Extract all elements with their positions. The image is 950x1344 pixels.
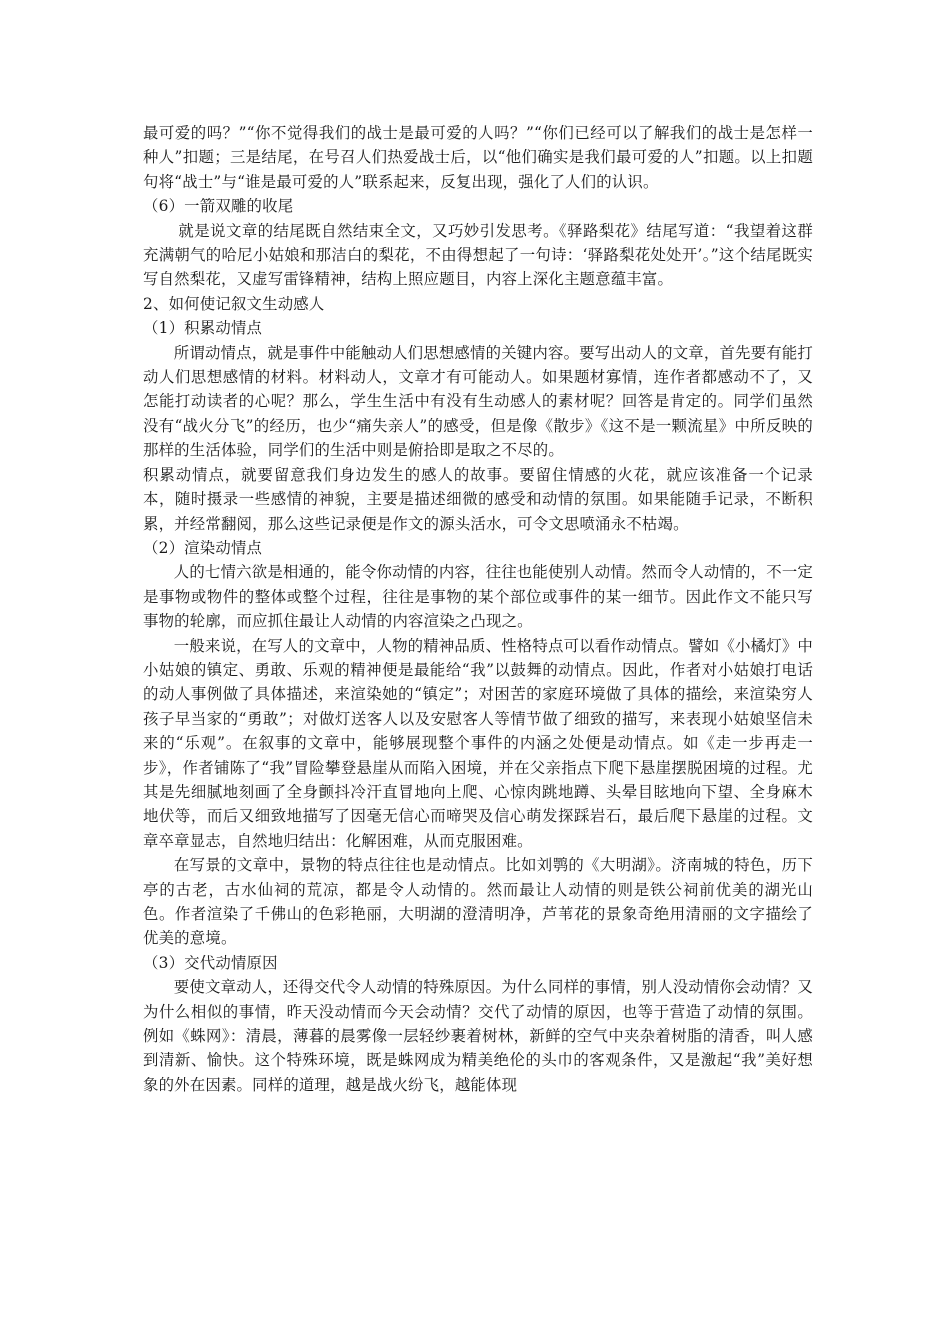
section-heading: （6）一箭双雕的收尾 [143, 197, 294, 216]
body-paragraph: 最可爱的吗？”“你不觉得我们的战士是最可爱的人吗？”“你们已经可以了解我们的战士是怎样一种人”扣题；三是结尾，在号召人们热爱战士后，以“他们确实是我们最可爱的人”扣题。以上扣题句将“战士”与“谁是最可爱的人”联系起来，反复出现，强化了人们的认识。 [143, 124, 813, 191]
body-paragraph: 所谓动情点，就是事件中能触动人们思想感情的关键内容。要写出动人的文章，首先要有能打动人们思想感情的材料。材料动人，文章才有可能动人。如果题材寡情，连作者都感动不了，又怎能打动读者的心呢？那么，学生生活中有没有生动感人的素材呢？回答是肯定的。同学们虽然没有“战火分飞”的经历，也少“痛失亲人”的感受，但是像《散步》《这不是一颗流星》中所反映的那样的生活体验，同学们的生活中则是俯拾即是取之不尽的。 [143, 343, 814, 460]
body-paragraph: 积累动情点，就要留意我们身边发生的感人的故事。要留住情感的火花，就应该准备一个记录本，随时摄录一些感情的神貌，主要是描述细微的感受和动情的氛围。如果能随手记录，不断积累，并经常翻阅，那么这些记录便是作文的源头活水，可令文思喷涌永不枯竭。 [143, 465, 813, 533]
body-paragraph: 就是说文章的结尾既自然结束全文，又巧妙引发思考。《驿路梨花》结尾写道：“我望着这群充满朝气的哈尼小姑娘和那洁白的梨花，不由得想起了一句诗：‘驿路梨花处处开’。”这个结尾既实写自然梨花，又虚写雷锋精神，结构上照应题目，内容上深化主题意蕴丰富。 [143, 221, 813, 289]
body-paragraph: 人的七情六欲是相通的，能令你动情的内容，往往也能使别人动情。然而令人动情的，不一定是事物或物件的整体或整个过程，往往是事物的某个部位或事件的某一细节。因此作文不能只写事物的轮廓，而应抓住最让人动情的内容渲染之凸现之。 [143, 563, 814, 631]
body-paragraph: 要使文章动人，还得交代令人动情的特殊原因。为什么同样的事情，别人没动情你会动情？又为什么相似的事情，昨天没动情而今天会动情？交代了动情的原因，也等于营造了动情的氛围。例如《蛛网》：清晨，薄暮的晨雾像一层轻纱裹着树林，新鲜的空气中夹杂着树脂的清香，叫人感到清新、愉快。这个特殊环境，既是蛛网成为精美绝伦的头巾的客观条件，又是激起“我”美好想象的外在因素。同样的道理，越是战火纷飞，越能体现 [143, 978, 814, 1094]
section-heading: （3）交代动情原因 [143, 953, 278, 972]
body-paragraph: 在写景的文章中，景物的特点往往也是动情点。比如刘鹗的《大明湖》。济南城的特色，历下亭的古老，古水仙祠的荒凉，都是令人动情的。然而最让人动情的则是铁公祠前优美的湖光山色。作者渲染了千佛山的色彩艳丽，大明湖的澄清明净，芦苇花的景象奇绝用清丽的文字描绘了优美的意境。 [143, 856, 813, 948]
section-heading: （2）渲染动情点 [143, 538, 263, 557]
document-page [143, 121, 813, 1097]
body-paragraph: 一般来说，在写人的文章中，人物的精神品质、性格特点可以看作动情点。譬如《小橘灯》中小姑娘的镇定、勇敢、乐观的精神便是最能给“我”以鼓舞的动情点。因此，作者对小姑娘打电话的动人事例做了具体描述，来渲染她的“镇定”；对困苦的家庭环境做了具体的描绘，来渲染穷人孩子早当家的“勇敢”；对做灯送客人以及安慰客人等情节做了细致的描写，来表现小姑娘坚信未来的“乐观”。在叙事的文章中，能够展现整个事件的内涵之处便是动情点。如《走一步再走一步》，作者铺陈了“我”冒险攀登悬崖从而陷入困境，并在父亲指点下爬下悬崖摆脱困境的过程。尤其是先细腻地刻画了全身颤抖冷汗直冒地向上爬、心惊肉跳地蹲、头晕目眩地向下望、全身麻木地伏等，而后又细致地描写了因毫无信心而啼哭及信心萌发探踩岩石，最后爬下悬崖的过程。文章卒章显志，自然地归结出：化解困难，从而克服困难。 [143, 636, 814, 850]
section-heading: 2、如何使记叙文生动感人 [143, 294, 325, 313]
section-heading: （1）积累动情点 [143, 319, 263, 338]
